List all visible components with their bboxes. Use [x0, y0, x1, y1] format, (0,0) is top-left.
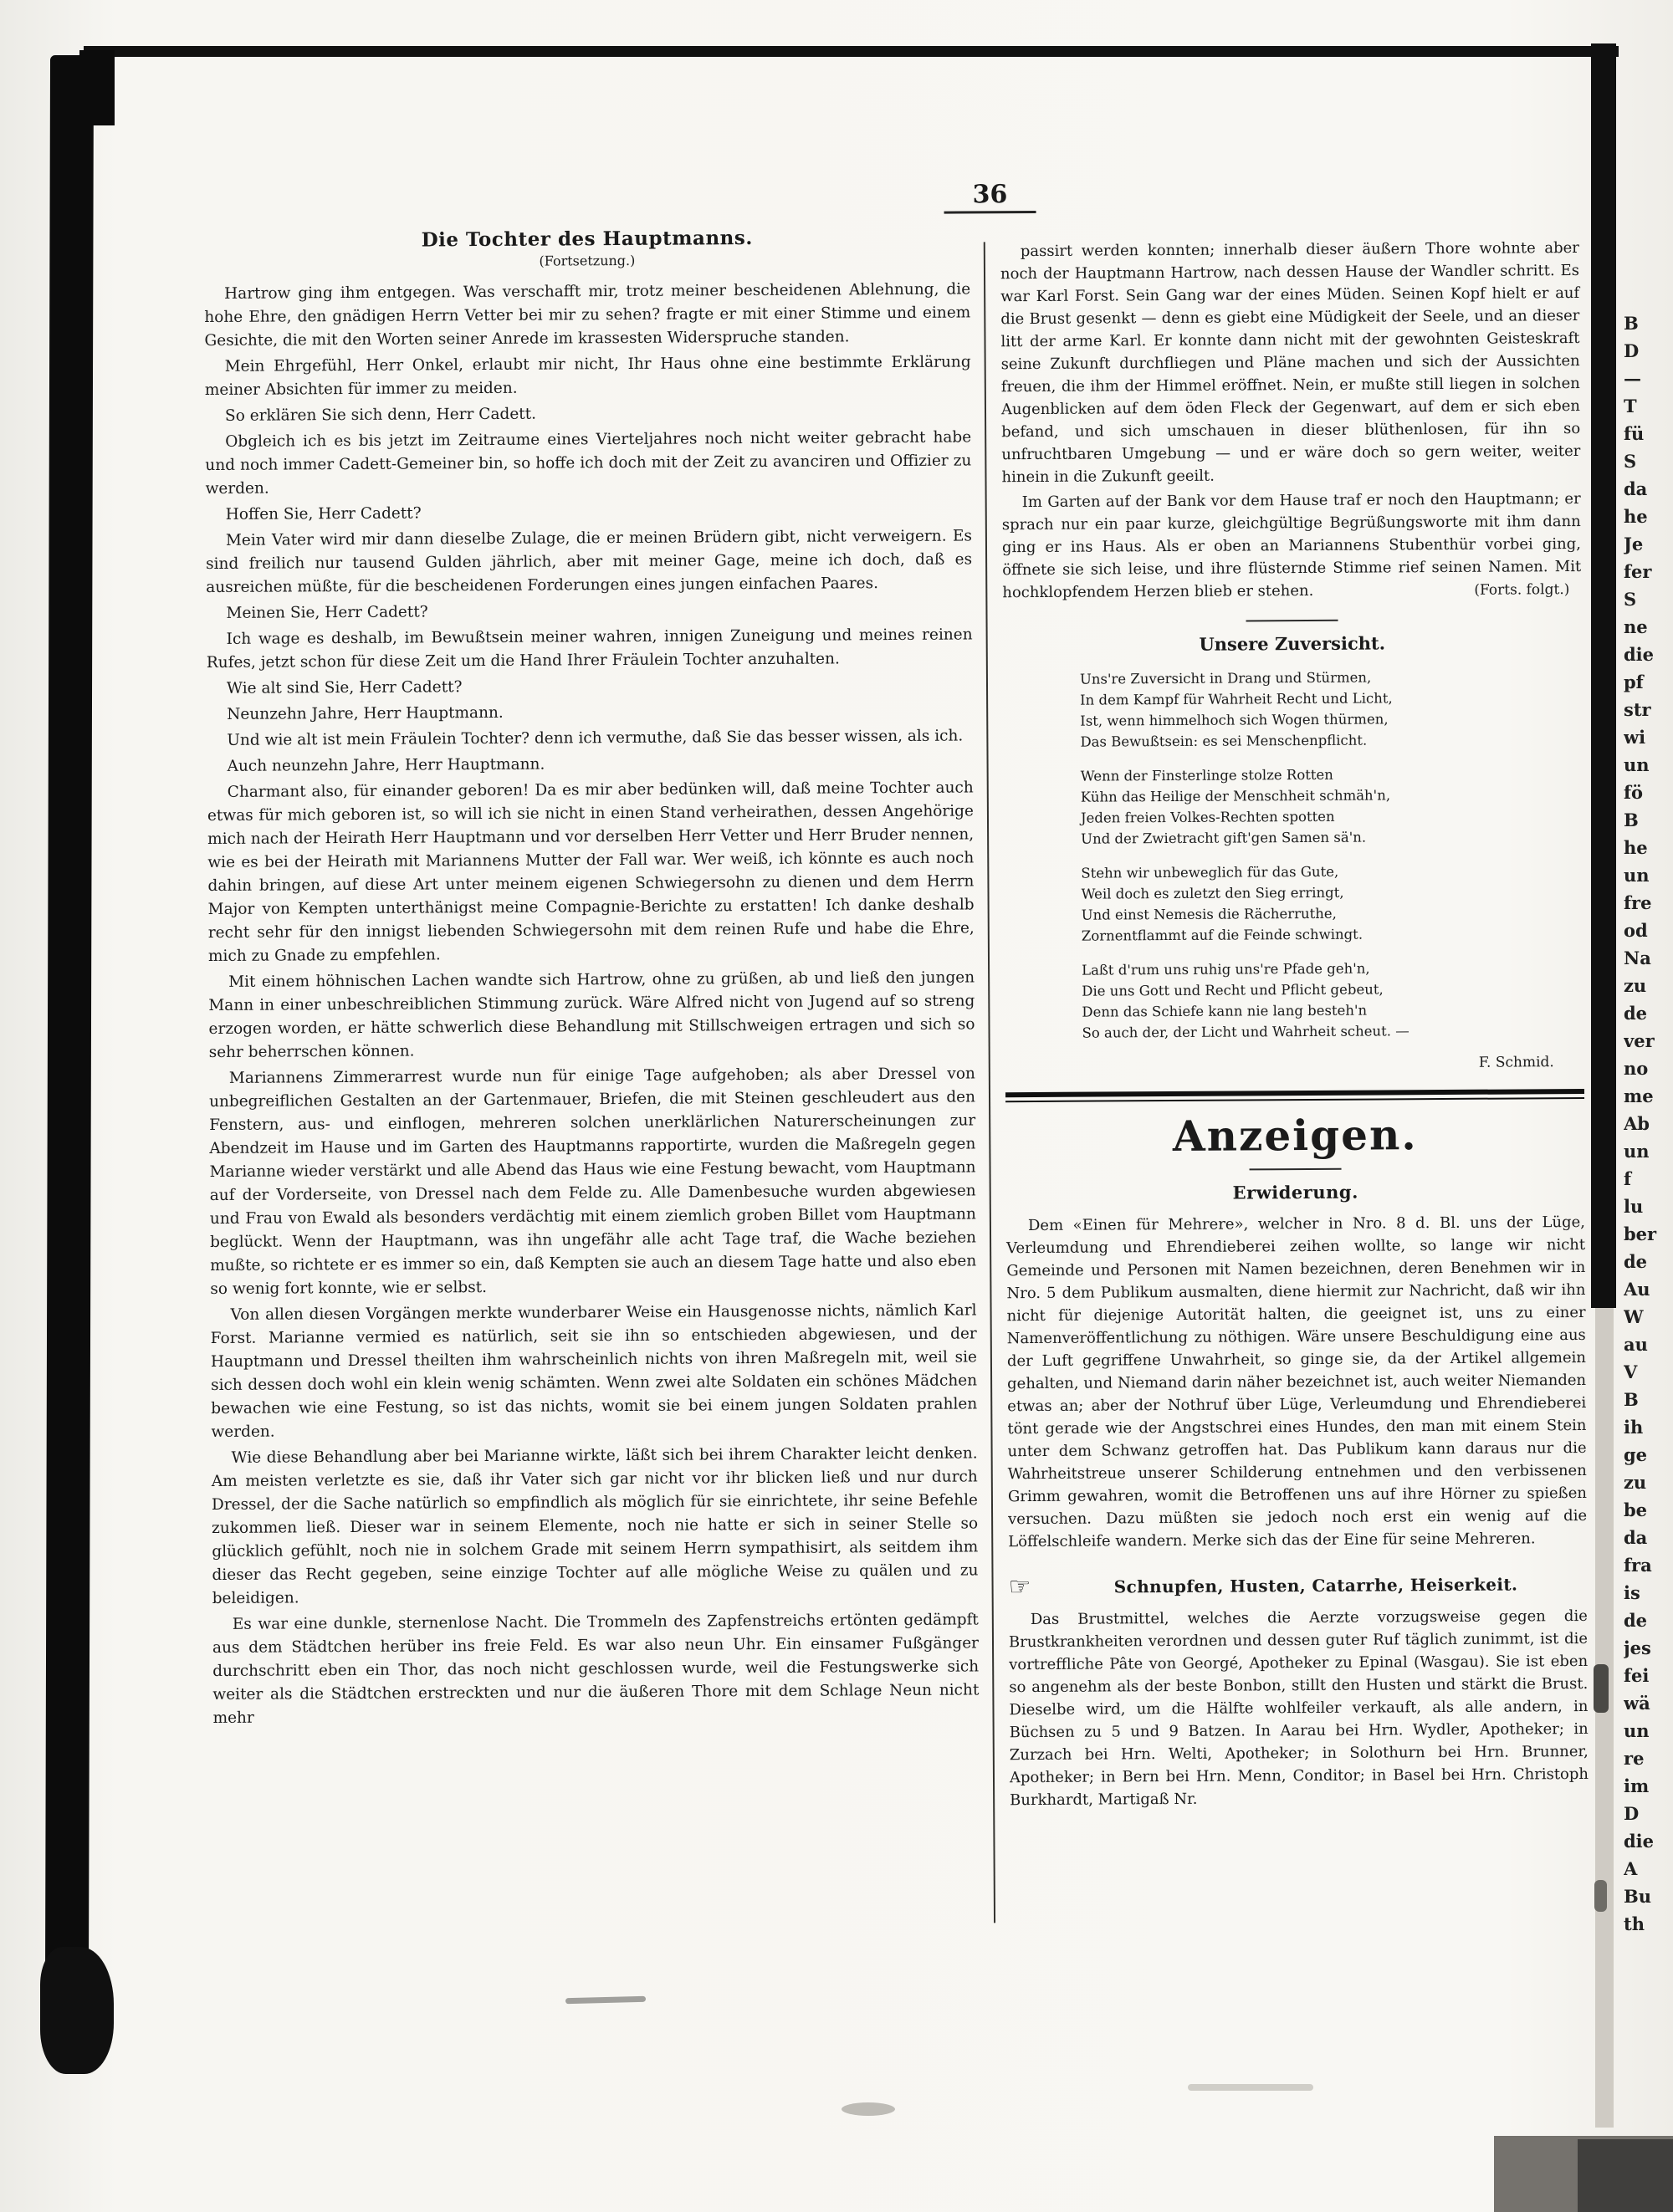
edge-fragment: W — [1624, 1306, 1644, 1327]
edge-fragment: be — [1624, 1499, 1648, 1520]
anzeigen-rule — [1250, 1168, 1342, 1171]
continuation-note: (Forts. folgt.) — [1474, 581, 1570, 599]
story-text — [204, 278, 980, 1730]
edge-fragment: Je — [1624, 534, 1644, 554]
scan-edge-left — [45, 55, 94, 1987]
story-paragraph: Und wie alt ist mein Fräulein Tochter? denn ich vermuthe, daß Sie das besser wissen, als ich. — [227, 727, 964, 749]
edge-fragment: me — [1624, 1086, 1654, 1106]
poem-body — [1080, 666, 1584, 1044]
story-paragraph: Im Garten auf der Bank vor dem Hause traf er noch den Hauptmann; er sprach nur ein paar kurze, gleichgültige Begrüßungsworte mit ihm dann ging er ins Haus. Als er oben an Mariannens Stubenthür vorbei ging, öffnete sie sich leise, und ihre flüsternde Stimme rief seinen Namen. Mit hochklopfendem Herzen blieb er stehen. — [1001, 489, 1582, 602]
edge-fragment: f — [1624, 1168, 1632, 1189]
story-paragraph: passirt werden konnten; innerhalb dieser äußern Thore wohnte aber noch der Hauptmann Hartrow, nach dessen Hause der Wandler schritt. Es war Karl Forst. Sein Gang war der eines Müden. Seinen Kopf hielt er auf die Brust gesenkt — denn es giebt eine Müdigkeit der Seele, und an dieser litt der arme Karl. Er konnte dann nicht mit der gewohnten Geisteskraft seine Zukunft durchfliegen und Pläne machen und sich der Aussichten freuen, die ihm der Himmel eröffnet. Nein, er mußte still liegen in solchen Augenblicken auf dem öden Fleck der Gegenwart, auf dem er sich eben befand, und sich umschauen in dieser blüthenlosen, für ihn so unfruchtbaren Umgebung — und er wäre doch so gern weiter, weiter hinein in die Zukunft geeilt. — [1000, 239, 1581, 487]
edge-fragment: un — [1624, 754, 1650, 775]
story-paragraph: Ich wage es deshalb, im Bewußtsein meiner wahren, innigen Zuneigung und meines reinen Rufes, jetzt schon für diese Zeit um die Hand Ihrer Fräulein Tochter anzuhalten. — [206, 626, 973, 672]
story-subtitle: (Fortsetzung.) — [539, 252, 636, 269]
edge-fragment: D — [1624, 340, 1640, 361]
scan-blob-bottom-left — [40, 1947, 114, 2074]
poem-stanza: Laßt d'rum uns ruhig uns're Pfade geh'n, Die uns Gott und Recht und Pflicht gebeut, Denn das Schiefe kann nie lang besteh'n So auch der, der Licht und Wahrheit scheut. — — [1082, 960, 1410, 1041]
edge-fragment: T — [1624, 396, 1637, 416]
edge-fragment: fer — [1624, 561, 1652, 582]
edge-fragment: he — [1624, 837, 1648, 858]
edge-fragment: fra — [1624, 1555, 1652, 1576]
erwiderung-body: Dem «Einen für Mehrere», welcher in Nro. 8 d. Bl. uns der Lüge, Verleumdung und Ehrendieberei zeihen wollte, so lange wir nicht Gemeinde und Personen mit Namen bezeichnen, deren Benehmen wir in Nro. 5 dem Publikum ausmalten, diene hiermit zur Nachricht, daß wir ihn nicht für diejenige Autorität halten, die geeignet ist, uns zu einer Namenveröffentlichung zu nöthigen. Wäre unsere Beschuldigung eine aus der Luft gegriffene Unwahrheit, so ginge sie, da der Artikel allgemein gehalten, und Niemand darin näher bezeichnet ist, auch weiter Niemanden etwas an; aber der Nothruf über Lüge, Verleumdung und Ehrendieberei tönt gerade wie der Angstschrei eines Hundes, den man mit einem Stein unter dem Schwanz getroffen hat. Das Publikum kann daraus nur die Wahrheitstreue unserer Schilderung entnehmen und den verbissenen Grimm gewahren, womit die Betroffenen uns auf ihre Hörner zu spießen versuchen. Dazu müßten sie jedoch noch erst ein wenig auf die Löffelschleife wandern. Merke sich das der Eine für seine Mehreren. — [1006, 1213, 1588, 1551]
edge-fragment: da — [1624, 478, 1648, 499]
edge-fragment: — — [1624, 368, 1641, 389]
edge-fragment: A — [1624, 1858, 1638, 1879]
story-paragraph: Mein Vater wird mir dann dieselbe Zulage, die er meinen Brüdern gibt, nicht verweigern. Es sind freilich nur tausend Gulden jährlich, aber mit meiner Gage, meine ich doch, daß es ausreichen müßte, für die bescheidenen Forderungen eines jungen einfachen Paares. — [206, 527, 973, 597]
left-column — [204, 225, 980, 1733]
edge-fragment: ver — [1624, 1030, 1655, 1051]
story-paragraph: Obgleich ich es bis jetzt im Zeitraume eines Vierteljahres noch nicht weiter gebracht habe und noch immer Cadett-Gemeiner bin, so hoffe ich doch mit der Zeit zu avanciren und Offizier zu werden. — [205, 428, 972, 498]
story-paragraph: Mariannens Zimmerarrest wurde nun für einige Tage aufgehoben; als aber Dressel von unbegreiflichen Gestalten an der Gartenmauer, Briefen, die mit Steinen geschleudert aus den Fenstern, aus- und einflogen, mehreren solchen unerklärlichen Naturerscheinungen zur Abendzeit im Hause und im Garten des Hauptmanns rapportirte, wurden die Maßregeln gegen Marianne wieder verstärkt und alle Abend das Haus wie eine Festung bewacht, vom Hauptmann auf der Vorderseite, von Dressel nach dem Felde zu. Alle Damenbesuche wurden abgewiesen und Frau von Ewald als besonders verdächtig mit einem ziemlich groben Billet vom Hauptmann beglückt. Wenn der Hauptmann, was ihn ungefähr alle acht Tage traf, die Wache beziehen mußte, so richtete er es immer so ein, daß Kempten sie auch an diesem Tage hatte und also eben so wenig fort konnte, wie er selbst. — [208, 1065, 977, 1299]
edge-fragment: zu — [1624, 1472, 1647, 1493]
edge-fragment: de — [1624, 1251, 1648, 1272]
scan-smudge-2 — [842, 2102, 895, 2116]
edge-fragment: od — [1624, 920, 1648, 941]
story-paragraph: So erklären Sie sich denn, Herr Cadett. — [224, 405, 537, 425]
edge-fragment: fei — [1624, 1665, 1650, 1686]
page-content — [195, 171, 1599, 2020]
column-divider — [984, 242, 995, 1923]
edge-fragment: S — [1624, 589, 1637, 610]
edge-fragment: fre — [1624, 892, 1652, 913]
edge-fragment: ge — [1624, 1444, 1648, 1465]
edge-fragment: ih — [1624, 1417, 1644, 1438]
right-column — [1000, 237, 1589, 1811]
story-paragraph: Hartrow ging ihm entgegen. Was verschafft mir, trotz meiner bescheidenen Ablehnung, die hohe Ehre, den gnädigen Herrn Vetter bei mir zu sehen? fragte er mit einer Stimme und einem Gesichte, die mit den Worten seiner Anrede im krassesten Widerspruche standen. — [204, 280, 971, 350]
scan-blob-bottom-right-dark — [1578, 2139, 1673, 2212]
story-paragraph: Meinen Sie, Herr Cadett? — [226, 603, 428, 622]
erwiderung-title: Erwiderung. — [1232, 1181, 1358, 1203]
section-divider-rule — [1005, 1089, 1584, 1102]
anzeigen-header: Anzeigen. — [1172, 1110, 1418, 1161]
edge-fragment: Au — [1624, 1279, 1650, 1300]
edge-fragment: he — [1624, 506, 1648, 527]
edge-fragment: im — [1624, 1775, 1650, 1796]
story-paragraph: Wie diese Behandlung aber bei Marianne wirkte, läßt sich bei ihrem Charakter leicht denken. Am meisten verletzte es sie, daß ihr Vater sich gar nicht vor ihr blicken ließ und nur durch Dressel, der die Sache natürlich so empfindlich als möglich für sie einrichtete, ihr seine Befehle zukommen ließ. Dieser war in seinem Elemente, noch nie hatte er sich in seiner Stelle so glücklich gefühlt, noch nie in solchem Grade mit seinem Herrn sympathisirt, als seitdem ihm dieser das Recht gegeben, seine einzige Tochter auf alle mögliche Weise zu quälen und zu beleidigen. — [211, 1444, 979, 1608]
edge-fragment: fü — [1624, 423, 1645, 444]
edge-fragment: D — [1624, 1803, 1640, 1824]
edge-fragment: Bu — [1624, 1886, 1652, 1907]
edge-fragment: re — [1624, 1748, 1645, 1769]
edge-fragment: au — [1624, 1334, 1648, 1355]
edge-fragment: de — [1624, 1003, 1648, 1024]
ad-title-row — [1009, 1571, 1588, 1600]
edge-fragment: wi — [1624, 727, 1646, 748]
edge-fragment: pf — [1624, 672, 1644, 692]
poem-stanza: Uns're Zuversicht in Drang und Stürmen, In dem Kampf für Wahrheit Recht und Licht, Ist, wenn himmelhoch sich Wogen thürmen, Das Bewußtsein: es sei Menschenpflicht. — [1079, 669, 1393, 750]
story-paragraph: Hoffen Sie, Herr Cadett? — [225, 504, 422, 524]
page-number: 36 — [944, 180, 1036, 214]
edge-fragment: lu — [1624, 1196, 1644, 1217]
scan-edge-right — [1591, 43, 1616, 1308]
pointing-hand-icon: ☞ — [1008, 1572, 1031, 1602]
edge-fragment: B — [1624, 313, 1639, 334]
edge-fragment: wä — [1624, 1693, 1650, 1714]
story-title: Die Tochter des Hauptmanns. — [421, 227, 753, 252]
story-text-continued — [1000, 237, 1582, 604]
story-paragraph: Charmant also, für einander geboren! Da es mir aber bedünken will, daß meine Tochter auch etwas für mich geboren ist, so will ich sie nicht in einen Stand verheirathen, dessen Angehörige mich nach der Heirath Herr Hauptmann und vor derselben Herr Vetter und Herr Bruder nennen, wie es bei der Heirath mit Mariannens Mutter der Fall war. Wer weiß, ich könnte es auch noch dahin bringen, auf diese Art unter meinem eigenen Schwiegersohn zu dienen und dem Herrn Major von Kempten unterthänigst meine Compagnie-Berichte zu erstatten! Ich danke deshalb recht sehr für den innigst liebenden Schwiegersohn mit dem reinen Rufe und habe die Ehre, mich zu Gnade zu empfehlen. — [207, 779, 975, 966]
next-page-edge-text — [1624, 309, 1673, 1938]
edge-fragment: B — [1624, 810, 1639, 830]
edge-fragment: th — [1624, 1913, 1645, 1934]
edge-fragment: no — [1624, 1058, 1649, 1079]
edge-fragment: jes — [1624, 1637, 1651, 1658]
edge-fragment: V — [1624, 1361, 1638, 1382]
poem-signature: F. Schmid. — [1478, 1054, 1554, 1071]
poem-stanza: Stehn wir unbeweglich für das Gute, Weil doch es zuletzt den Sieg erringt, Und einst Nemesis die Rächerruthe, Zornentflammt auf die Feinde schwingt. — [1081, 863, 1363, 944]
poem-title: Unsere Zuversicht. — [1199, 632, 1386, 655]
story-paragraph: Es war eine dunkle, sternenlose Nacht. Die Trommeln des Zapfenstreichs ertönten gedämpft aus dem Städtchen herüber ins freie Feld. Es war also neun Uhr. Ein einsamer Fußgänger durchschritt eben ein Thor, das noch nicht geschlossen wurde, weil die Festungswerke sich weiter als die Städtchen erstreckten und nur die äußeren Thore mit dem Schlage Neun nicht mehr — [212, 1611, 980, 1728]
story-paragraph: Wie alt sind Sie, Herr Cadett? — [226, 678, 463, 697]
story-paragraph: Von allen diesen Vorgängen merkte wunderbarer Weise ein Hausgenosse nichts, nämlich Karl Forst. Marianne vermied es natürlich, seit sie ihn so entschieden abgewiesen, und der Hauptmann und Dressel theilten ihm wahrscheinlich nichts von ihren Maßregeln mit, weil sie sich dessen doch wohl ein klein wenig schämten. Wenn zwei alte Soldaten ein schönes Mädchen bewachen wie eine Festung, so ist das nichts, womit sie bei einem jungen Soldaten prahlen werden. — [210, 1301, 978, 1442]
edge-fragment: un — [1624, 1720, 1650, 1741]
edge-fragment: Na — [1624, 948, 1651, 968]
poem-stanza: Wenn der Finsterlinge stolze Rotten Kühn das Heilige der Menschheit schmäh'n, Jeden freien Volkes-Rechten spotten Und der Zwietracht gift'gen Samen sä'n. — [1080, 766, 1391, 847]
story-paragraph: Mit einem höhnischen Lachen wandte sich Hartrow, ohne zu grüßen, ab und ließ den jungen Mann in einer unbeschreiblichen Stimmung zurück. Wäre Alfred nicht von Jugend auf so streng erzogen worden, er hätte schwerlich diese Behandlung mit Stillschweigen ertragen und sich so sehr beherrschen können. — [208, 968, 975, 1062]
edge-fragment: B — [1624, 1389, 1639, 1410]
story-paragraph: Auch neunzehn Jahre, Herr Hauptmann. — [227, 755, 545, 775]
scan-edge-top — [84, 46, 1619, 57]
edge-fragment: Ab — [1624, 1113, 1650, 1134]
edge-fragment: ber — [1624, 1223, 1657, 1244]
section-rule — [1246, 620, 1338, 622]
edge-fragment: zu — [1624, 975, 1647, 996]
scan-edge-left-top — [79, 50, 115, 125]
edge-fragment: str — [1624, 699, 1651, 720]
edge-fragment: die — [1624, 644, 1655, 665]
edge-fragment: die — [1624, 1831, 1655, 1852]
edge-fragment: S — [1624, 451, 1637, 472]
edge-fragment: de — [1624, 1610, 1648, 1631]
story-paragraph: Mein Ehrgefühl, Herr Onkel, erlaubt mir nicht, Ihr Haus ohne eine bestimmte Erklärung meiner Absichten für immer zu meiden. — [204, 353, 971, 400]
edge-fragment: ne — [1624, 616, 1648, 637]
edge-fragment: da — [1624, 1527, 1648, 1548]
edge-fragment: is — [1624, 1582, 1640, 1603]
ad-title: Schnupfen, Husten, Catarrhe, Heiserkeit. — [1113, 1574, 1518, 1597]
scan-smudge-3 — [1188, 2084, 1313, 2091]
edge-fragment: fö — [1624, 782, 1644, 803]
ad-body: Das Brustmittel, welches die Aerzte vorzugsweise gegen die Brustkrankheiten verordnen und dessen guter Ruf täglich zunimmt, ist die vortreffliche Pâte von Georgé, Apotheker zu Epinal (Wasgau). Sie ist eben so angenehm als der beste Bonbon, stillt den Husten und stärkt die Brust. Dieselbe wird, um die Hälfte wohlfeiler verkauft, als alle andern, in Büchsen zu 5 und 9 Batzen. In Aarau bei Hrn. Wydler, Apotheker; in Zurzach bei Hrn. Welti, Apotheker; in Solothurn bei Hrn. Brunner, Apotheker; in Bern bei Hrn. Menn, Conditor; in Basel bei Hrn. Christoph Burkhardt, Martigaß Nr. — [1008, 1607, 1589, 1810]
story-paragraph: Neunzehn Jahre, Herr Hauptmann. — [227, 703, 504, 723]
edge-fragment: un — [1624, 865, 1650, 886]
edge-fragment: un — [1624, 1141, 1650, 1162]
